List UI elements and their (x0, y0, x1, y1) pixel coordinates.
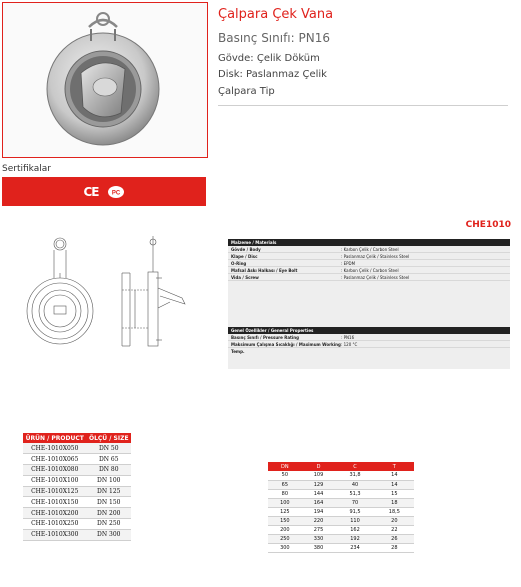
size-cell: DN 125 (87, 486, 131, 497)
size-table (23, 433, 131, 541)
table-row (23, 519, 131, 530)
general-value: : PN16 (341, 335, 355, 340)
dn-cell: 100 (268, 498, 302, 507)
c-cell: 70 (335, 498, 374, 507)
dimension-table (268, 462, 414, 553)
size-cell: DN 65 (87, 454, 131, 465)
table-row (23, 497, 131, 508)
material-key: Vida / Screw (231, 275, 259, 280)
product-code-cell: CHE-1010X080 (23, 465, 87, 476)
c-cell: 234 (335, 543, 374, 552)
d-cell: 129 (302, 480, 336, 489)
materials-row (228, 274, 510, 281)
table-row (268, 498, 414, 507)
product-code-cell: CHE-1010X125 (23, 486, 87, 497)
table-row (23, 465, 131, 476)
t-cell: 14 (375, 471, 414, 480)
table-row (268, 471, 414, 480)
material-value: : Karbon Çelik / Carbon Steel (341, 247, 399, 252)
t-cell: 14 (375, 480, 414, 489)
d-cell: 164 (302, 498, 336, 507)
c-cell: 162 (335, 525, 374, 534)
table-row (23, 529, 131, 540)
material-value: : Karbon Çelik / Carbon Steel (341, 268, 399, 273)
size-header-size: ÖLÇÜ / SIZE (87, 433, 131, 443)
dn-cell: 50 (268, 471, 302, 480)
table-row (268, 489, 414, 498)
dn-cell: 65 (268, 480, 302, 489)
d-cell: 109 (302, 471, 336, 480)
d-cell: 220 (302, 516, 336, 525)
table-row (268, 543, 414, 552)
technical-drawing (10, 228, 210, 358)
materials-header: Malzeme / Materials (228, 239, 510, 246)
size-cell: DN 300 (87, 529, 131, 540)
certificates-bar (2, 177, 206, 206)
material-key: Mafsal Askı Halkası / Eye Bolt (231, 268, 298, 273)
wafer-check-valve-photo (3, 3, 206, 156)
general-key: Basınç Sınıfı / Pressure Rating (231, 335, 300, 340)
table-row (268, 534, 414, 543)
t-cell: 26 (375, 534, 414, 543)
table-row (23, 454, 131, 465)
t-cell: 18,5 (375, 507, 414, 516)
divider (218, 105, 508, 106)
table-row (268, 525, 414, 534)
table-row (268, 507, 414, 516)
dn-cell: 200 (268, 525, 302, 534)
general-value: : 120 °C (341, 342, 358, 347)
material-value: : Paslanmaz Çelik / Stainless Steel (341, 275, 410, 280)
product-code-cell: CHE-1010X050 (23, 443, 87, 454)
valve-type: Çalpara Tip (218, 86, 275, 97)
t-cell: 22 (375, 525, 414, 534)
disc-material: Disk: Paslanmaz Çelik (218, 69, 327, 80)
dim-header-t: T (375, 462, 414, 471)
t-cell: 15 (375, 489, 414, 498)
size-cell: DN 200 (87, 508, 131, 519)
d-cell: 380 (302, 543, 336, 552)
product-code-cell: CHE-1010X150 (23, 497, 87, 508)
d-cell: 330 (302, 534, 336, 543)
table-row (23, 475, 131, 486)
size-cell: DN 80 (87, 465, 131, 476)
product-title: Çalpara Çek Vana (218, 7, 334, 22)
dn-cell: 250 (268, 534, 302, 543)
pct-mark-icon (107, 185, 125, 199)
table-row (268, 480, 414, 489)
product-code-cell: CHE-1010X065 (23, 454, 87, 465)
product-code-cell: CHE-1010X200 (23, 508, 87, 519)
product-code-cell: CHE-1010X100 (23, 475, 87, 486)
material-value: : EPDM (341, 261, 356, 266)
t-cell: 18 (375, 498, 414, 507)
materials-table (228, 239, 510, 369)
size-header-product: ÜRÜN / PRODUCT (23, 433, 87, 443)
certificates-label: Sertifikalar (2, 164, 51, 174)
body-material: Gövde: Çelik Döküm (218, 53, 320, 64)
size-cell: DN 250 (87, 519, 131, 530)
dn-cell: 80 (268, 489, 302, 498)
table-row (23, 486, 131, 497)
c-cell: 40 (335, 480, 374, 489)
table-row (23, 508, 131, 519)
t-cell: 28 (375, 543, 414, 552)
d-cell: 144 (302, 489, 336, 498)
product-code-cell: CHE-1010X250 (23, 519, 87, 530)
materials-row (228, 260, 510, 267)
size-cell: DN 100 (87, 475, 131, 486)
size-cell: DN 150 (87, 497, 131, 508)
material-key: O-Ring (231, 261, 247, 266)
c-cell: 110 (335, 516, 374, 525)
dn-cell: 150 (268, 516, 302, 525)
dn-cell: 125 (268, 507, 302, 516)
size-cell: DN 50 (87, 443, 131, 454)
table-row (23, 443, 131, 454)
dim-header-d: D (302, 462, 336, 471)
pressure-class: Basınç Sınıfı: PN16 (218, 31, 330, 45)
ce-mark-icon: CE (83, 184, 99, 199)
dim-header-dn: DN (268, 462, 302, 471)
d-cell: 275 (302, 525, 336, 534)
material-key: Gövde / Body (231, 247, 261, 252)
materials-row (228, 267, 510, 274)
general-key: Maksimum Çalışma Sıcaklığı / Maximum Working Temp. (231, 342, 341, 354)
general-properties-header: Genel Özellikler / General Properties (228, 327, 510, 334)
c-cell: 51,3 (335, 489, 374, 498)
product-code-cell: CHE-1010X300 (23, 529, 87, 540)
general-row (228, 334, 510, 341)
d-cell: 194 (302, 507, 336, 516)
material-key: Klape / Disc (231, 254, 258, 259)
product-photo (2, 2, 208, 158)
material-value: : Paslanmaz Çelik / Stainless Steel (341, 254, 410, 259)
materials-row (228, 253, 510, 260)
general-row (228, 341, 510, 354)
c-cell: 31,8 (335, 471, 374, 480)
c-cell: 91,5 (335, 507, 374, 516)
product-code: CHE1010 (465, 220, 511, 230)
dim-header-c: C (335, 462, 374, 471)
materials-row (228, 246, 510, 253)
pct-mark-text: PC (111, 190, 120, 196)
dn-cell: 300 (268, 543, 302, 552)
table-row (268, 516, 414, 525)
t-cell: 20 (375, 516, 414, 525)
c-cell: 192 (335, 534, 374, 543)
